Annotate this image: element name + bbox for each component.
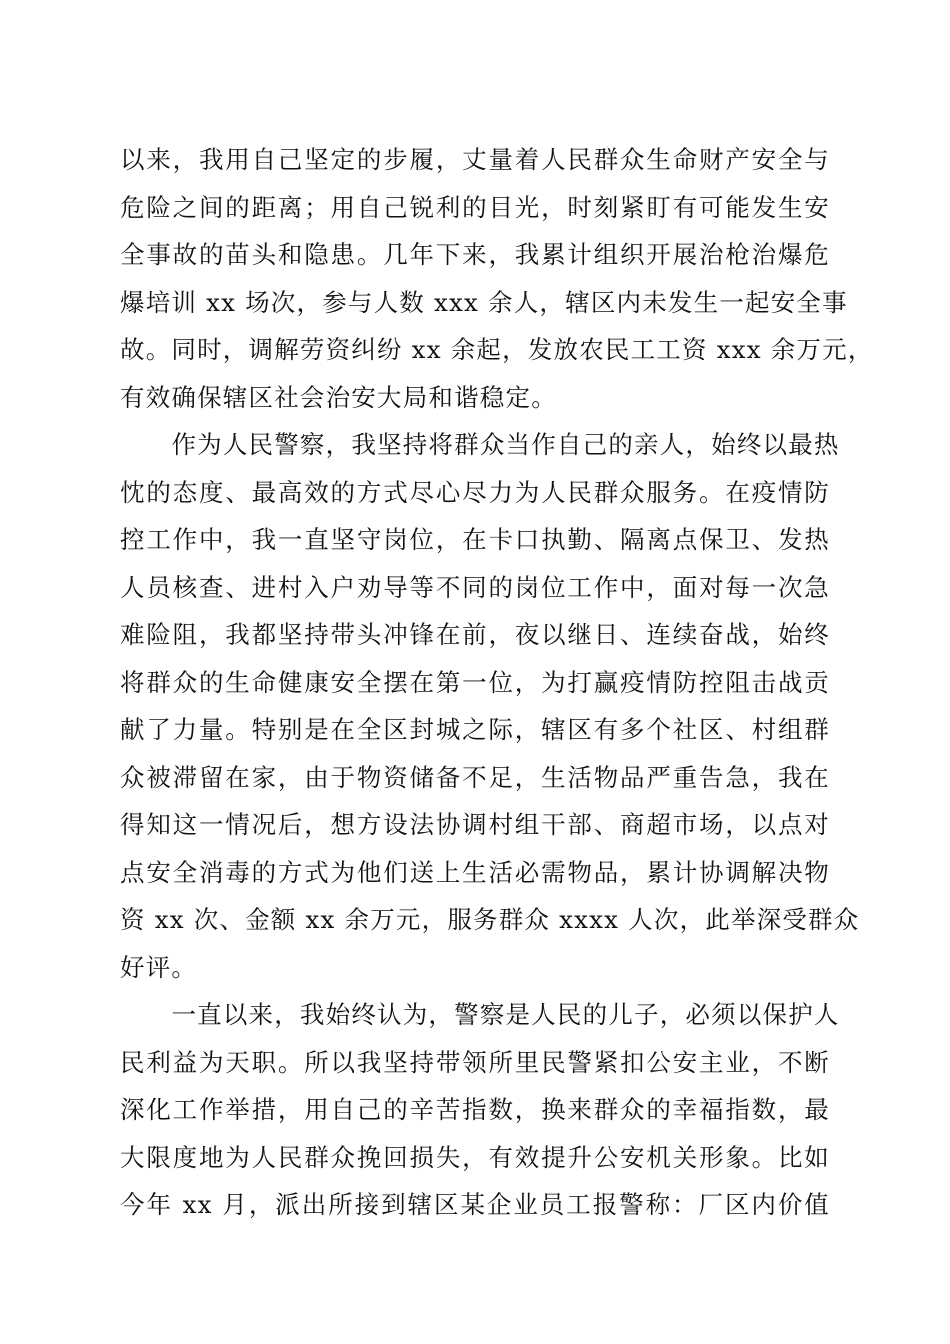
paragraph-1 — [120, 136, 874, 421]
text-line: 全事故的苗头和隐患。几年下来，我累计组织开展治枪治爆危 — [120, 240, 830, 269]
text-line: 得知这一情况后，想方设法协调村组干部、商超市场，以点对 — [120, 810, 830, 839]
text-line: 民利益为天职。所以我坚持带领所里民警紧扣公安主业，不断 — [120, 1047, 830, 1077]
text-line: 好评。 — [120, 952, 198, 982]
text-line: 难险阻，我都坚持带头冲锋在前，夜以继日、连续奋战，始终 — [120, 620, 830, 649]
text-line: 作为人民警察，我坚持将群众当作自己的亲人，始终以最热 — [171, 430, 840, 459]
text-line: 点安全消毒的方式为他们送上生活必需物品，累计协调解决物 — [120, 857, 830, 887]
text-line: 众被滞留在家，由于物资储备不足，生活物品严重告急，我在 — [120, 762, 830, 792]
text-line: 一直以来，我始终认为，警察是人民的儿子，必须以保护人 — [171, 1000, 840, 1029]
text-line: 将群众的生命健康安全摆在第一位，为打赢疫情防控阻击战贡 — [120, 667, 830, 697]
text-line: 控工作中，我一直坚守岗位，在卡口执勤、隔离点保卫、发热 — [120, 525, 830, 554]
text-line: 有效确保辖区社会治安大局和谐稳定。 — [120, 382, 557, 412]
text-line: 深化工作举措，用自己的辛苦指数，换来群众的幸福指数，最 — [120, 1095, 830, 1124]
text-line: 人员核查、进村入户劝导等不同的岗位工作中，面对每一次急 — [120, 572, 830, 602]
text-line: 大限度地为人民群众挽回损失，有效提升公安机关形象。比如 — [120, 1142, 830, 1172]
text-line: 忱的态度、最高效的方式尽心尽力为人民群众服务。在疫情防 — [120, 477, 830, 507]
paragraph-3 — [120, 991, 840, 1229]
text-line: 爆培训 xx 场次，参与人数 xxx 余人，辖区内未发生一起安全事 — [120, 287, 848, 317]
text-line: 今年 xx 月，派出所接到辖区某企业员工报警称：厂区内价值 — [120, 1190, 830, 1219]
text-line: 故。同时，调解劳资纠纷 xx 余起，发放农民工工资 xxx 余万元， — [120, 335, 874, 364]
text-line: 以来，我用自己坚定的步履，丈量着人民群众生命财产安全与 — [120, 145, 830, 174]
document-body — [120, 136, 874, 1229]
text-line: 献了力量。特别是在全区封城之际，辖区有多个社区、村组群 — [120, 715, 830, 744]
text-line: 危险之间的距离；用自己锐利的目光，时刻紧盯有可能发生安 — [120, 192, 830, 222]
text-line: 资 xx 次、金额 xx 余万元，服务群众 xxxx 人次，此举深受群众 — [120, 905, 860, 934]
paragraph-2 — [120, 421, 860, 991]
